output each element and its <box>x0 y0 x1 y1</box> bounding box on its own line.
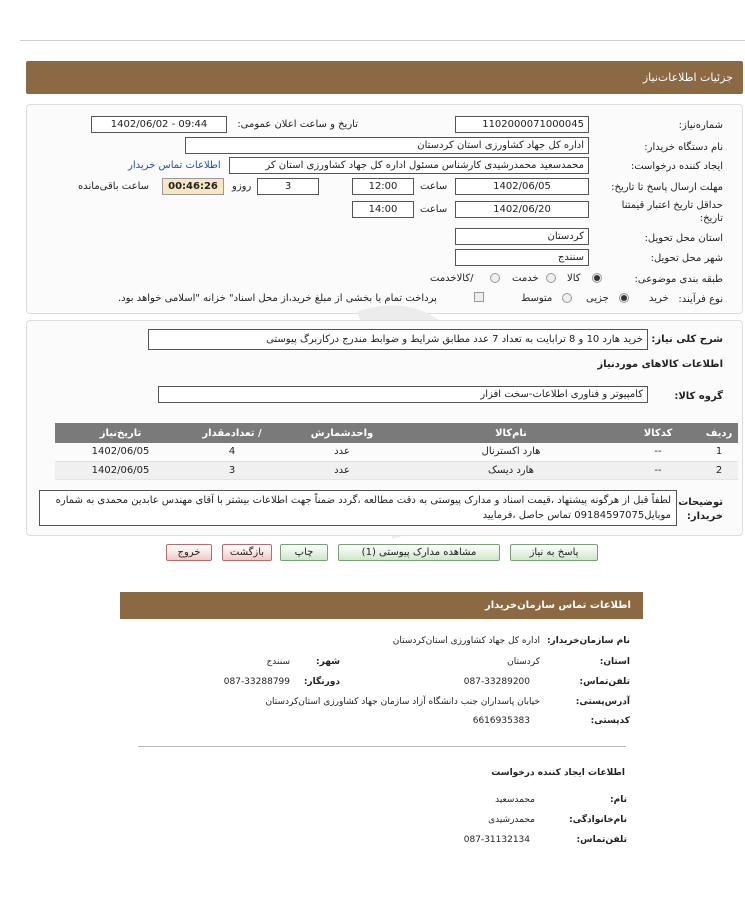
need-number-field: 1102000071000045 <box>455 116 589 133</box>
days-label: روزو <box>232 181 252 192</box>
table-row <box>55 443 738 461</box>
col-qty: / تعدادمقدار <box>186 423 278 443</box>
creator-field: محمدسعید محمدرشیدی کارشناس مسئول اداره کل جهاد کشاورزی استان کر <box>229 157 589 174</box>
cell-unit: عدد <box>278 461 406 479</box>
notes-label: توضیحات خریدار: <box>678 497 723 522</box>
col-code: کدکالا <box>616 423 700 443</box>
contact-header <box>120 592 643 619</box>
cell-qty: 3 <box>186 461 278 479</box>
province-label: استان محل تحویل: <box>644 233 723 244</box>
validity-label: حداقل تاریخ اعتبار قیمتنا تاریخ: <box>621 200 723 224</box>
province-field: کردستان <box>455 228 589 245</box>
cell-date: 1402/06/05 <box>55 461 186 479</box>
buyer-org-label: نام دستگاه خریدار: <box>644 142 723 153</box>
goods-title: اطلاعات کالاهای موردنیاز <box>597 359 723 370</box>
table-row <box>55 461 738 479</box>
header-title: جزئیات اطلاعات‌نیاز <box>642 71 733 84</box>
process-label: نوع فرآیند: <box>678 294 723 305</box>
cell-name: هارد دیسک <box>406 461 616 479</box>
city-label: شهر محل تحویل: <box>650 253 723 264</box>
goods-group-field: کامپیوتر و فناوری اطلاعات-سخت افزار <box>158 386 648 403</box>
deadline-label: مهلت ارسال پاسخ تا تاریخ: <box>611 182 723 193</box>
announce-field: 1402/06/02 - 09:44 <box>91 116 227 133</box>
col-name: نام‌کالا <box>406 423 616 443</box>
announce-label: تاریخ و ساعت اعلان عمومی: <box>237 119 358 130</box>
contact-city: سنندج <box>266 657 290 667</box>
contact-fax: 087-33288799 <box>223 677 290 687</box>
cell-name: هارد اکسترنال <box>406 443 616 461</box>
deadline-time-label: ساعت <box>420 181 448 192</box>
buyer-contact-link[interactable]: اطلاعات تماس خریدار <box>128 160 221 171</box>
category-service-label: خدمت <box>512 273 539 284</box>
creator-phone-label: تلفن‌تماس: <box>576 835 627 845</box>
validity-time-field: 14:00 <box>352 201 414 218</box>
reply-button[interactable]: پاسخ به نیاز <box>510 544 598 561</box>
contact-province: کردستان <box>507 657 540 667</box>
contact-city-label: شهر: <box>316 657 340 667</box>
contact-phone-label: تلفن‌تماس: <box>579 677 630 687</box>
page-header <box>26 61 743 94</box>
buyer-org-field: اداره کل جهاد کشاورزی استان کردستان <box>185 137 589 154</box>
goods-group-label: گروه کالا: <box>674 391 723 402</box>
cell-code: -- <box>616 461 700 479</box>
col-row: ردیف <box>700 423 738 443</box>
creator-name-label: نام: <box>610 795 627 805</box>
contact-address: خیابان پاسداران جنب دانشگاه آزاد سازمان جهاد کشاورزی استان‌کردستان <box>265 697 540 707</box>
contact-org-label: نام سازمان‌خریدار: <box>546 636 630 646</box>
creator-info-title: اطلاعات ایجاد کننده درخواست <box>491 768 625 778</box>
contact-title: اطلاعات تماس سازمان‌خریدار <box>484 600 631 611</box>
contact-phone: 087-33289200 <box>463 677 530 687</box>
print-button[interactable]: چاپ <box>280 544 328 561</box>
payment-checkbox[interactable] <box>474 292 484 302</box>
process-medium-radio[interactable] <box>562 293 572 303</box>
category-both-radio[interactable] <box>490 273 500 283</box>
contact-postal: 6616935383 <box>472 716 530 726</box>
process-small-label: جزیی <box>586 293 609 304</box>
cell-row: 2 <box>700 461 738 479</box>
category-goods-label: کالا <box>567 273 581 284</box>
cell-date: 1402/06/05 <box>55 443 186 461</box>
cell-unit: عدد <box>278 443 406 461</box>
creator-label: ایجاد کننده درخواست: <box>630 161 723 172</box>
contact-address-label: آدرس‌پستی: <box>575 697 630 707</box>
creator-family: محمدرشیدی <box>488 815 535 825</box>
process-medium-label: متوسط <box>521 293 553 304</box>
goods-table-wrap <box>55 423 738 480</box>
contact-fax-label: دورنگار: <box>303 677 340 687</box>
back-button[interactable]: بازگشت <box>222 544 272 561</box>
remaining-timer: 00:46:26 <box>162 178 224 195</box>
deadline-time-field: 12:00 <box>352 178 414 195</box>
col-unit: واحدشمارش <box>278 423 406 443</box>
notes-field: لطفاً قبل از هرگونه پیشنهاد ،قیمت اسناد و مدارک پیوستی به دقت مطالعه ،گردد ضمناً جهت اطلاعات بیشتر با آقای مهندس عابدین محمدی به شماره موبایل09184597075 تماس حاصل ،فرمایید <box>39 490 677 526</box>
col-date: تاریخ‌نیاز <box>55 423 186 443</box>
process-buy-label: خرید <box>649 293 669 304</box>
summary-field: خرید هارد 10 و 8 ترابایت به تعداد 7 عدد مطابق شرایط و ضوابط مندرج درکاربرگ پیوستی <box>148 329 648 350</box>
cell-qty: 4 <box>186 443 278 461</box>
contact-org: اداره کل جهاد کشاورزی استان‌کردستان <box>392 636 540 646</box>
city-field: سنندج <box>455 249 589 266</box>
goods-table-header <box>55 423 738 443</box>
creator-name: محمدسعید <box>495 795 535 805</box>
top-divider <box>20 40 745 41</box>
payment-note: پرداخت تمام یا بخشی از مبلغ خرید،از محل اسناد" خزانه "اسلامی خواهد بود. <box>118 293 437 304</box>
creator-phone: 087-31132134 <box>463 835 530 845</box>
days-field: 3 <box>257 178 319 195</box>
cell-code: -- <box>616 443 700 461</box>
cell-row: 1 <box>700 443 738 461</box>
category-label: طبقه بندی موضوعی: <box>634 274 723 285</box>
process-small-radio[interactable] <box>619 293 629 303</box>
need-number-label: شماره‌نیاز: <box>678 120 723 131</box>
contact-divider <box>138 746 626 747</box>
validity-time-label: ساعت <box>420 204 448 215</box>
category-goods-radio[interactable] <box>592 273 602 283</box>
view-docs-button[interactable]: مشاهده مدارک پیوستی (1) <box>338 544 500 561</box>
creator-family-label: نام‌خانوادگی: <box>569 815 627 825</box>
remaining-label: ساعت باقی‌مانده <box>78 181 150 192</box>
goods-table <box>55 423 738 480</box>
contact-province-label: استان: <box>599 657 630 667</box>
summary-label: شرح کلی نیاز: <box>651 334 723 345</box>
validity-date-field: 1402/06/20 <box>455 201 589 218</box>
exit-button[interactable]: خروج <box>166 544 212 561</box>
category-service-radio[interactable] <box>546 273 556 283</box>
contact-postal-label: کدپستی: <box>590 716 630 726</box>
category-both-label: /کالاخدمت <box>430 273 474 284</box>
deadline-date-field: 1402/06/05 <box>455 178 589 195</box>
